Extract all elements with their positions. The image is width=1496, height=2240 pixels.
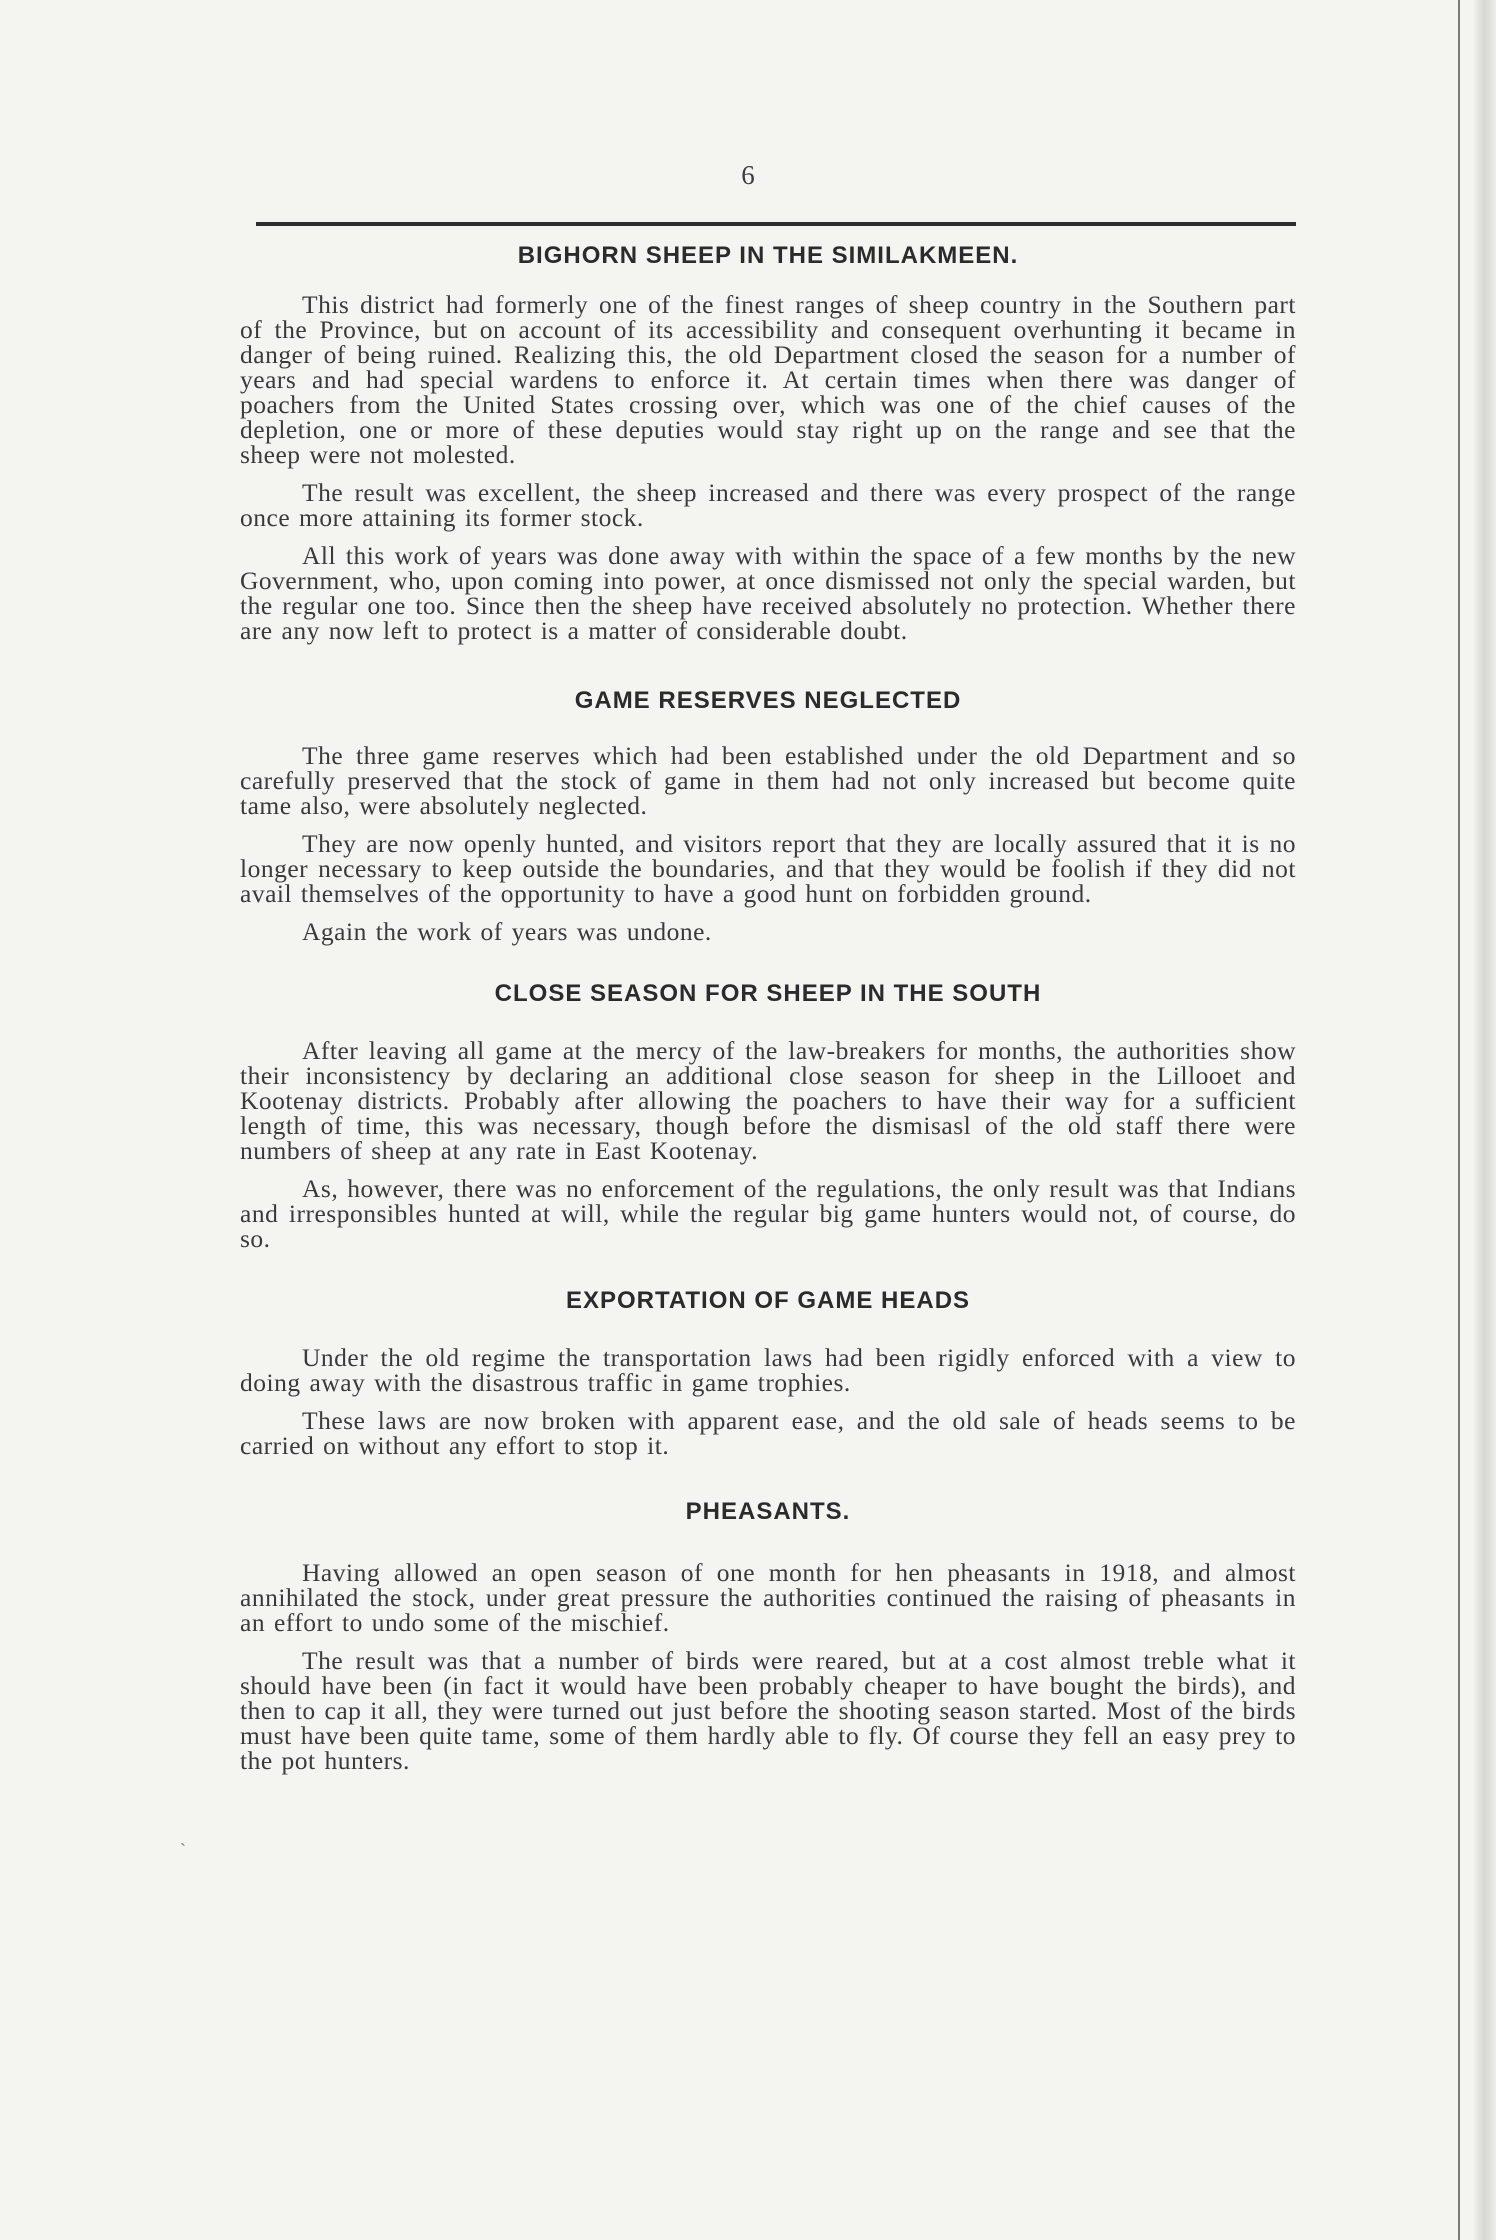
section-bighorn-sheep	[240, 226, 1296, 643]
section-game-reserves	[240, 643, 1296, 944]
section-heading: GAME RESERVES NEGLECTED	[574, 687, 962, 714]
paragraph: Having allowed an open season of one month for hen pheasants in 1918, and almost annihilated the stock, under great pressure the authorities continued the raising of pheasants in an effort to undo some of the mischief.	[240, 1558, 1296, 1637]
page-number: 6	[741, 160, 755, 190]
section-heading: EXPORTATION OF GAME HEADS	[565, 1287, 971, 1314]
paragraph: As, however, there was no enforcement of the regulations, the only result was that Indians and irresponsibles hunted at will, while the regular big game hunters would not, of course, do so.	[240, 1174, 1296, 1253]
paragraph: They are now openly hunted, and visitors report that they are locally assured that it is no longer necessary to keep outside the boundaries, and that they would be foolish if they did not avail themselves of the opportunity to have a good hunt on forbidden ground.	[240, 829, 1296, 908]
paragraph: This district had formerly one of the finest ranges of sheep country in the Southern part of the Province, but on account of its accessibility and consequent overhunting it became in danger of being ruined. Realizing this, the old Department closed the season for a number of years and had special wardens to enforce it. At certain times when there was danger of poachers from the United States crossing over, which was one of the chief causes of the depletion, one or more of these deputies would stay right up on the range and see that the sheep were not molested.	[240, 290, 1296, 469]
section-heading: BIGHORN SHEEP IN THE SIMILAKMEEN.	[517, 242, 1019, 269]
paragraph: The result was that a number of birds were reared, but at a cost almost treble what it should have been (in fact it would have been probably cheaper to have bought the birds), and then to cap it all, they were turned out just before the shooting season started. Most of the birds must have been quite tame, some of them hardly able to fly. Of course they fell an easy prey to the pot hunters.	[240, 1646, 1296, 1775]
paragraph: After leaving all game at the mercy of the law-breakers for months, the authorities show their inconsistency by declaring an additional close season for sheep in the Lillooet and Kootenay districts. Probably after allowing the poachers to have their way for a sufficient length of time, this was necessary, though before the dismisasl of the old staff there were numbers of sheep at any rate in East Kootenay.	[240, 1036, 1296, 1165]
section-close-season	[240, 944, 1296, 1251]
paragraph: The result was excellent, the sheep increased and there was every prospect of the range once more attaining its former stock.	[240, 478, 1296, 532]
stray-mark: ˏ	[180, 1826, 186, 1846]
section-pheasants	[240, 1458, 1296, 1773]
paragraph: The three game reserves which had been established under the old Department and so carefully preserved that the stock of game in them had not only increased but become quite tame also, were absolutely neglected.	[240, 741, 1296, 820]
page-edge-shadow	[1474, 0, 1496, 2240]
paragraph: These laws are now broken with apparent ease, and the old sale of heads seems to be carried on without any effort to stop it.	[240, 1406, 1296, 1460]
page-edge-line	[1458, 0, 1460, 2240]
paragraph: Again the work of years was undone.	[302, 917, 712, 946]
paragraph: All this work of years was done away with within the space of a few months by the new Government, who, upon coming into power, at once dismissed not only the special warden, but the regular one too. Since then the sheep have received absolutely no protection. Whether there are any now left to protect is a matter of considerable doubt.	[240, 541, 1296, 645]
section-heading: CLOSE SEASON FOR SHEEP IN THE SOUTH	[494, 980, 1042, 1007]
section-game-heads	[240, 1251, 1296, 1458]
page-content	[240, 226, 1296, 1773]
paragraph: Under the old regime the transportation laws had been rigidly enforced with a view to doing away with the disastrous traffic in game trophies.	[240, 1343, 1296, 1397]
section-heading: PHEASANTS.	[685, 1498, 851, 1525]
